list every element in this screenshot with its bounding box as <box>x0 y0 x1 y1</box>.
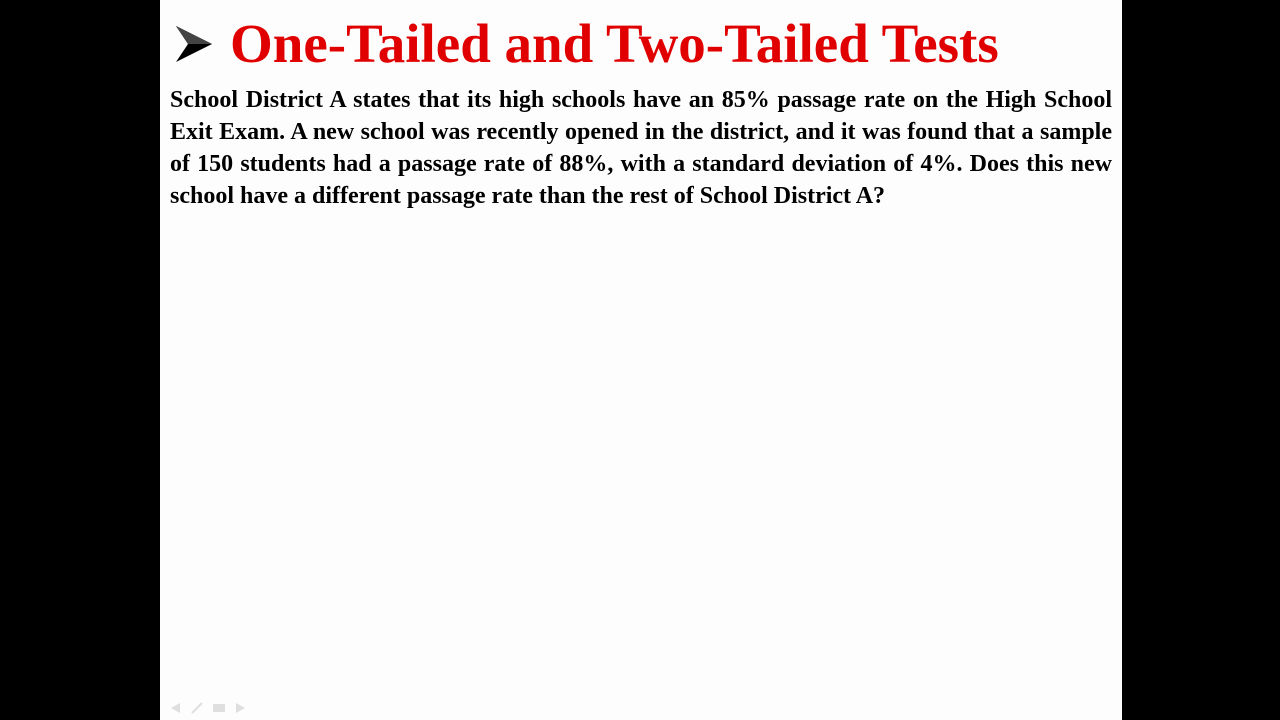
slide-title: One-Tailed and Two-Tailed Tests <box>230 13 999 74</box>
presentation-slide <box>160 0 1122 720</box>
next-icon[interactable] <box>234 702 248 714</box>
menu-icon[interactable] <box>212 702 226 714</box>
title-row <box>172 8 1112 80</box>
pen-icon[interactable] <box>190 702 204 714</box>
slideshow-controls <box>168 700 248 716</box>
arrowhead-bullet-icon <box>172 22 216 66</box>
previous-icon[interactable] <box>168 702 182 714</box>
slide-body-text: School District A states that its high schools have an 85% passage rate on the High School Exit Exam. A new school was recently opened in the district, and it was found that a sample of 150 students had a passage rate of 88%, with a standard deviation of 4%. Does this new school have a different passage rate than the rest of School District A? <box>170 87 1112 209</box>
